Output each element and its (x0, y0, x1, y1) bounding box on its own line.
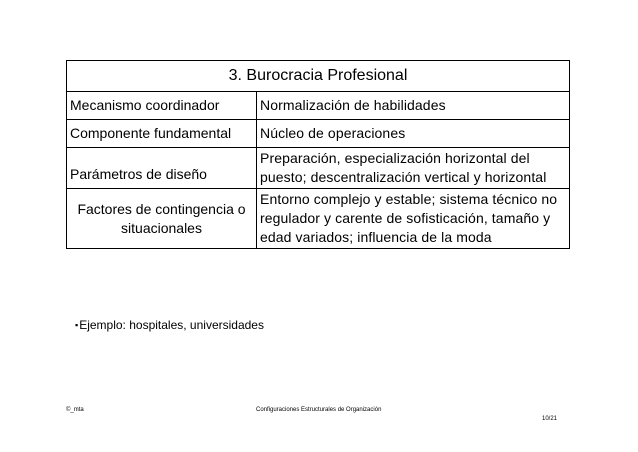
row-label: Factores de contingencia o situacionales (67, 189, 257, 249)
structure-table (66, 60, 570, 249)
example-line (75, 317, 264, 333)
example-text: Ejemplo: hospitales, universidades (79, 318, 264, 332)
row-value: Normalización de habilidades (257, 92, 570, 120)
table-row (67, 189, 570, 249)
table-row (67, 120, 570, 148)
row-value: Núcleo de operaciones (257, 120, 570, 148)
table-row (67, 148, 570, 189)
table-row (67, 92, 570, 120)
row-value: Preparación, especialización horizontal del puesto; descentralización vertical y horizontal (257, 148, 570, 189)
bullet-icon: ▪ (75, 320, 79, 330)
row-label: Componente fundamental (67, 120, 257, 148)
footer-author: ©_mta (66, 407, 84, 413)
row-label: Mecanismo coordinador (67, 92, 257, 120)
footer-title: Configuraciones Estructurales de Organización (256, 407, 382, 413)
table-title: 3. Burocracia Profesional (67, 61, 570, 92)
row-label: Parámetros de diseño (67, 148, 257, 189)
row-value: Entorno complejo y estable; sistema técnico no regulador y carente de sofisticación, tamaño y edad variados; influencia de la moda (257, 189, 570, 249)
page-number: 10/21 (542, 416, 558, 422)
